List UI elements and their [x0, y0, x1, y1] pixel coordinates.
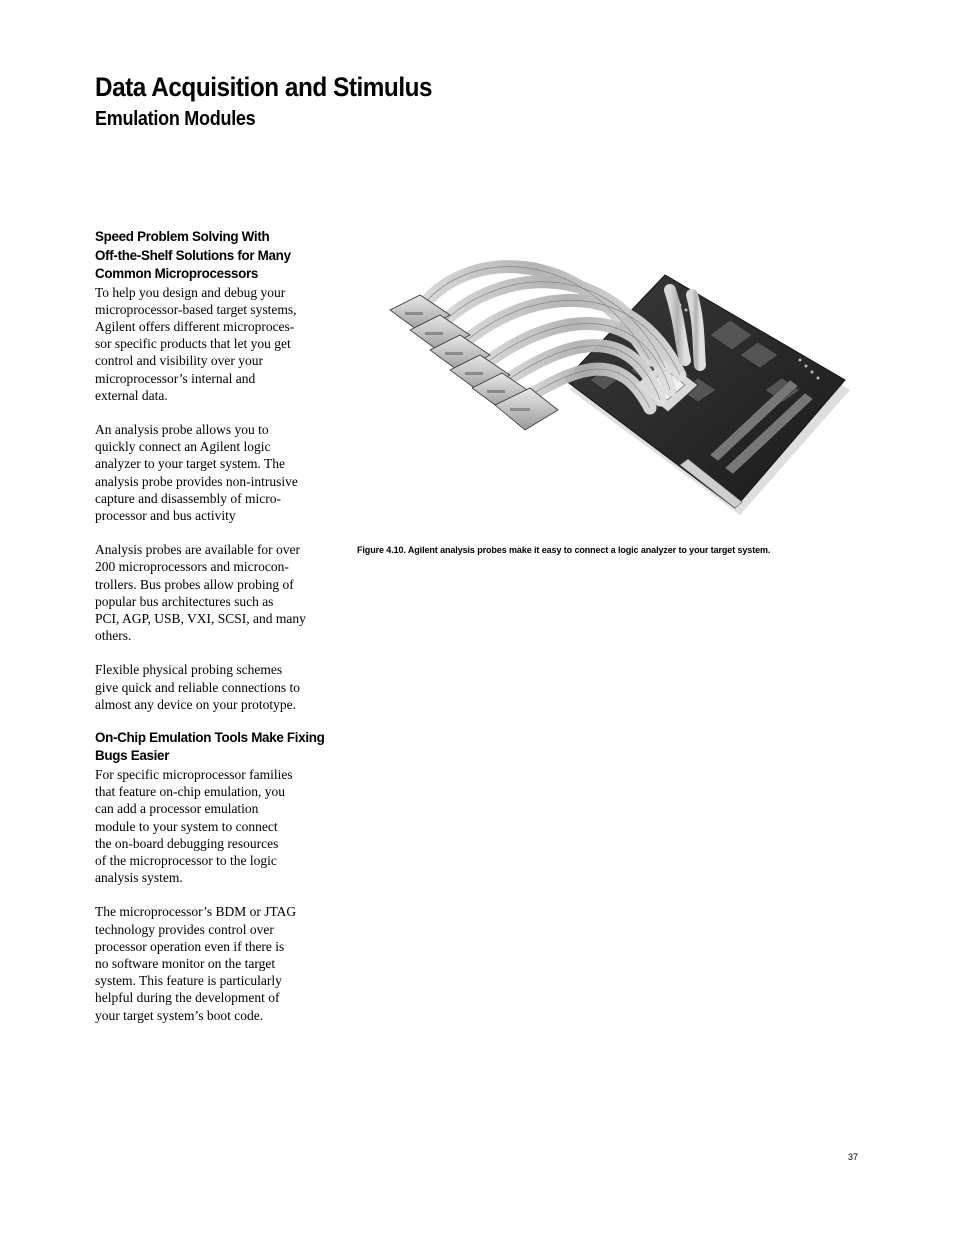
paragraph-physical-probing: Flexible physical probing schemes give quick and reliable connections to almost any device on your prototype. — [95, 662, 301, 712]
page-title: Data Acquisition and Stimulus — [95, 72, 433, 102]
figure-analysis-probes-photo — [380, 240, 860, 525]
page-number: 37 — [848, 1152, 859, 1162]
paragraph-emulation-module: For specific microprocessor families that feature on-chip emulation, you can add a processor emulation module to your system to connect the on-board debugging resources of the microprocessor to the logic analysis system. — [95, 766, 293, 886]
paragraph-analysis-probe: An analysis probe allows you to quickly connect an Agilent logic analyzer to your target system. The analysis probe provides non-intrusive capture and disassembly of micro- processor and bus activity — [95, 421, 298, 523]
paragraph-intro: To help you design and debug your microprocessor-based target systems, Agilent offers different microproces- sor specific products that let you get control and visibility over your microprocessor’s internal and external data. — [95, 284, 297, 403]
paragraph-bdm-jtag: The microprocessor’s BDM or JTAG technology provides control over processor operation even if there is no software monitor on the target system. This feature is particularly helpful during the development of your target system’s boot code. — [95, 904, 297, 1023]
figure-caption: Figure 4.10. Agilent analysis probes make it easy to connect a logic analyzer to your target system. — [357, 545, 771, 555]
circuit-board-illustration — [380, 240, 860, 525]
paragraph-probe-availability: Analysis probes are available for over 200 microprocessors and microcon- trollers. Bus probes allow probing of popular bus architectures such as PCI, AGP, USB, VXI, SCSI, and many others. — [95, 542, 306, 644]
section-heading-speed-problem-solving: Speed Problem Solving With Off-the-Shelf Solutions for Many Common Microprocessors — [95, 229, 291, 281]
text-column — [95, 228, 340, 1024]
page-subtitle: Emulation Modules — [95, 108, 256, 130]
section-heading-on-chip-emulation: On-Chip Emulation Tools Make Fixing Bugs Easier — [95, 729, 325, 764]
